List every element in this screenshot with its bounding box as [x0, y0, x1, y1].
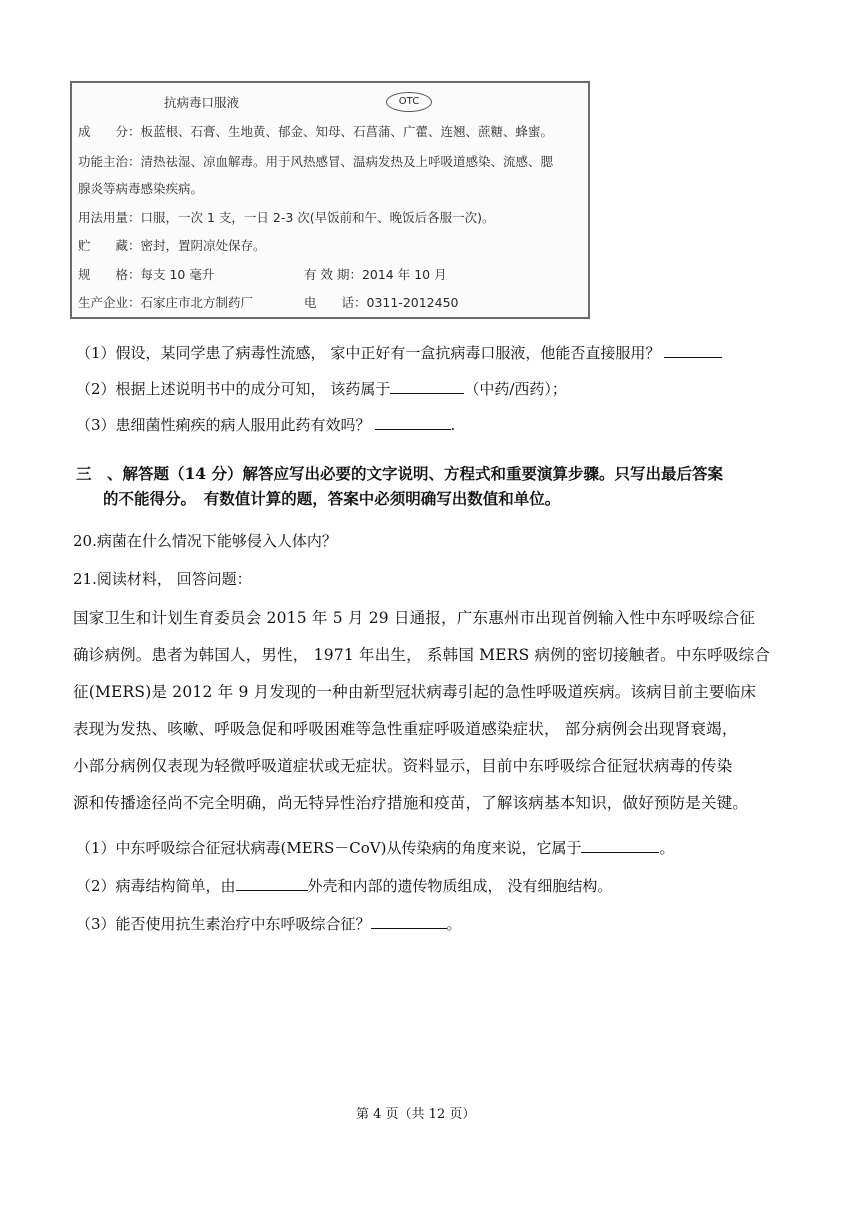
q21-part2 [76, 875, 612, 896]
q19-part1-blank[interactable] [664, 343, 722, 358]
q19-part2 [76, 378, 567, 399]
label-spec: 规 格：每支 10 毫升 [78, 267, 215, 282]
section3-heading-line1: 三 、解答题（14 分）解答应写出必要的文字说明、方程式和重要演算步骤。只写出最后答案 [76, 464, 723, 483]
question-21-intro: 21.阅读材料， 回答问题： [73, 570, 252, 588]
label-title: 抗病毒口服液 [164, 95, 240, 110]
q21-part2-suffix: 外壳和内部的遗传物质组成， 没有细胞结构。 [307, 877, 613, 895]
q21-paragraph-line: 国家卫生和计划生育委员会 2015 年 5 月 29 日通报，广东惠州市出现首例输入性中东呼吸综合征 [73, 609, 756, 627]
q21-part2-blank[interactable] [236, 876, 308, 891]
q21-part3-suffix: 。 [446, 915, 462, 933]
section3-heading-line2: 的不能得分。 有数值计算的题，答案中必须明确写出数值和单位。 [103, 489, 561, 508]
q19-part3-text: （3）患细菌性痢疾的病人服用此药有效吗？ [76, 416, 371, 434]
medicine-label-image [70, 81, 590, 319]
label-storage: 贮 藏：密封，置阴凉处保存。 [78, 238, 266, 253]
q21-paragraph-line: 表现为发热、咳嗽、呼吸急促和呼吸困难等急性重症呼吸道感染症状， 部分病例会出现肾衰竭， [73, 720, 738, 738]
question-20: 20.病菌在什么情况下能够侵入人体内？ [73, 532, 337, 550]
label-usage: 用法用量：口服，一次 1 支，一日 2-3 次(早饭前和午、晚饭后各服一次)。 [78, 210, 495, 225]
q21-part1-blank[interactable] [581, 838, 659, 853]
q21-part3 [76, 913, 462, 934]
q19-part2-suffix: （中药/西药）； [464, 380, 567, 398]
otc-badge: OTC [386, 92, 432, 112]
q21-part3-text: （3）能否使用抗生素治疗中东呼吸综合征？ [76, 915, 371, 933]
q21-part1-text: （1）中东呼吸综合征冠状病毒(MERS－CoV)从传染病的角度来说，它属于 [76, 839, 582, 857]
q21-part1-suffix: 。 [659, 839, 675, 857]
q19-part3 [76, 414, 455, 435]
label-ingredients: 成 分：板蓝根、石膏、生地黄、郁金、知母、石菖蒲、广藿、连翘、蔗糖、蜂蜜。 [78, 124, 554, 139]
q19-part1-text: （1）假设，某同学患了病毒性流感， 家中正好有一盒抗病毒口服液，他能否直接服用？ [76, 344, 661, 362]
q19-part2-blank[interactable] [390, 379, 464, 394]
label-expiry: 有 效 期：2014 年 10 月 [304, 267, 447, 282]
q19-part2-text: （2）根据上述说明书中的成分可知， 该药属于 [76, 380, 391, 398]
q19-part3-blank[interactable] [375, 415, 451, 430]
label-maker: 生产企业：石家庄市北方制药厂 [78, 295, 254, 310]
q21-part2-text: （2）病毒结构简单，由 [76, 877, 236, 895]
label-function-line2: 腺炎等病毒感染疾病。 [78, 181, 204, 196]
q19-part3-suffix: . [450, 416, 456, 434]
q21-paragraph-line: 小部分病例仅表现为轻微呼吸道症状或无症状。资料显示，目前中东呼吸综合征冠状病毒的传染 [73, 757, 733, 775]
q21-part3-blank[interactable] [371, 914, 447, 929]
q21-paragraph-line: 确诊病例。患者为韩国人，男性， 1971 年出生， 系韩国 MERS 病例的密切接触者。中东呼吸综合 [73, 646, 771, 664]
label-phone: 电 话：0311-2012450 [304, 295, 459, 310]
page-number-footer: 第 4 页（共 12 页） [356, 1107, 476, 1122]
q21-paragraph-line: 源和传播途径尚不完全明确，尚无特异性治疗措施和疫苗，了解该病基本知识，做好预防是关键。 [73, 794, 749, 812]
q19-part1 [76, 342, 722, 363]
q21-paragraph-line: 征(MERS)是 2012 年 9 月发现的一种由新型冠状病毒引起的急性呼吸道疾病。该病目前主要临床 [73, 683, 757, 701]
label-function-line1: 功能主治：清热祛湿、凉血解毒。用于风热感冒、温病发热及上呼吸道感染、流感、腮 [78, 154, 554, 169]
q21-part1 [76, 837, 675, 858]
